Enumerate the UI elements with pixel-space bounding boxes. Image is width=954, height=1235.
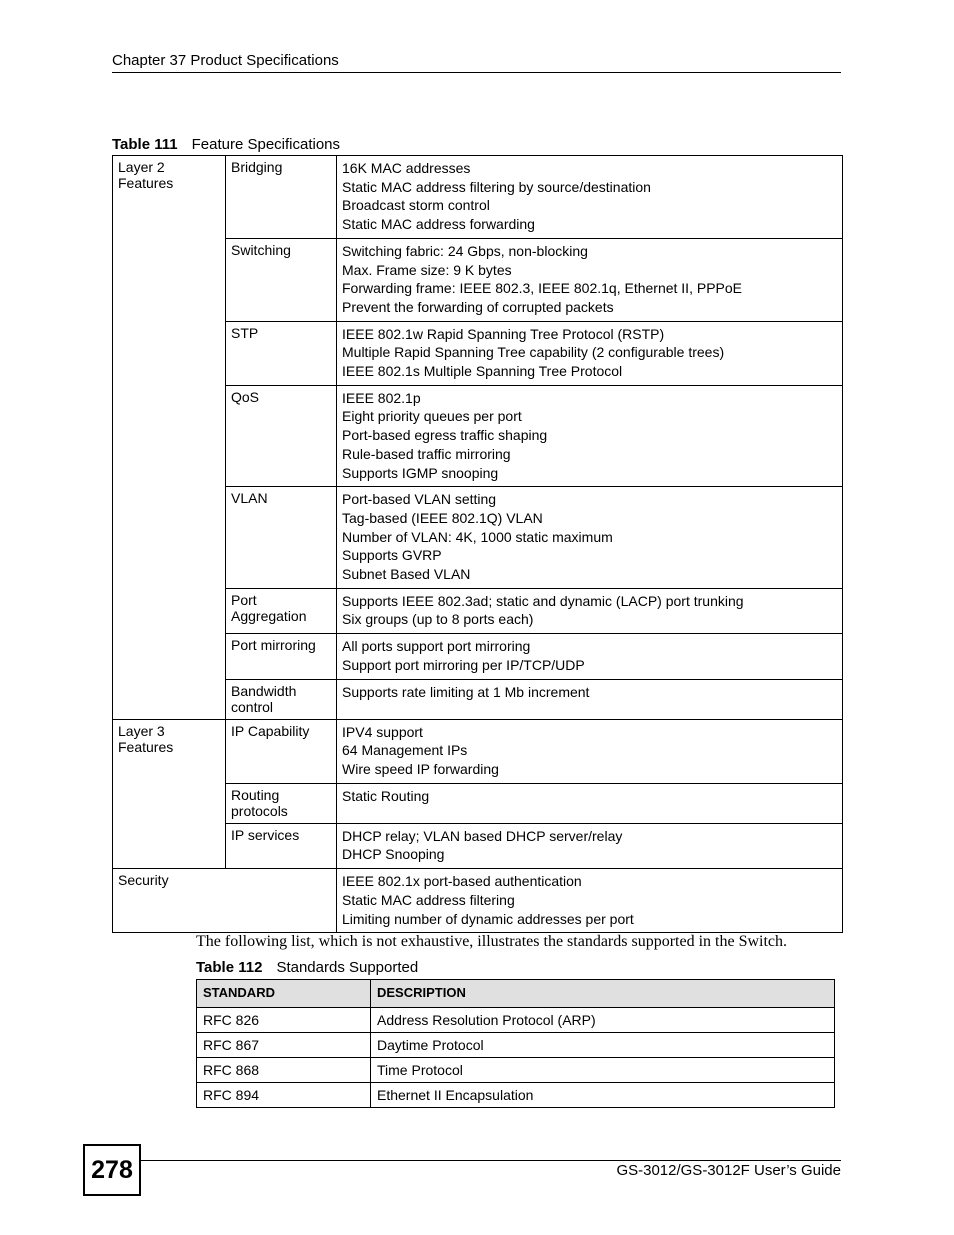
table-111-caption [112,136,340,154]
column-header-description: DESCRIPTION [371,980,835,1008]
feature-specs-cell [337,679,843,719]
table-row [197,1058,835,1083]
table-row [197,1083,835,1108]
spec-line: Static Routing [342,787,430,804]
feature-name-cell: Port Aggregation [226,588,337,633]
spec-line: Port-based VLAN setting [342,491,497,508]
feature-name-cell: Switching [226,238,337,321]
feature-group-cell: Security [113,869,337,933]
feature-specs-cell [337,634,843,679]
feature-specs-cell [337,588,843,633]
feature-specs-cell [337,156,843,239]
standards-table-body [197,1008,835,1108]
table-row [113,156,843,239]
footer-rule [141,1160,841,1161]
spec-line: Port-based egress traffic shaping [342,427,548,444]
spec-line: Six groups (up to 8 ports each) [342,611,534,628]
table-112-label: Table 112 [196,959,263,976]
standards-intro-text: The following list, which is not exhaustive, illustrates the standards supported in the Switch. [196,933,788,950]
feature-name-cell: Bridging [226,156,337,239]
spec-line: Switching fabric: 24 Gbps, non-blocking [342,242,588,259]
feature-name-cell: IP Capability [226,719,337,783]
spec-line: Rule-based traffic mirroring [342,445,511,462]
spec-line: Static MAC address filtering [342,891,515,908]
feature-specs-cell [337,487,843,589]
spec-line: DHCP relay; VLAN based DHCP server/relay [342,827,623,844]
page-number: 278 [83,1144,141,1196]
spec-line: IEEE 802.1x port-based authentication [342,873,582,890]
standard-cell: RFC 867 [197,1033,371,1058]
spec-line: DHCP Snooping [342,846,445,863]
description-cell: Daytime Protocol [371,1033,835,1058]
spec-line: IEEE 802.1p [342,389,421,406]
table-header-row [197,980,835,1008]
spec-line: Support port mirroring per IP/TCP/UDP [342,656,585,673]
description-cell: Time Protocol [371,1058,835,1083]
spec-line: Broadcast storm control [342,197,490,214]
feature-table-body [113,156,843,933]
standard-cell: RFC 868 [197,1058,371,1083]
description-cell: Address Resolution Protocol (ARP) [371,1008,835,1033]
guide-title: GS-3012/GS-3012F User’s Guide [616,1162,841,1179]
feature-specs-cell [337,869,843,933]
spec-line: Supports IEEE 802.3ad; static and dynamic (LACP) port trunking [342,592,744,609]
feature-group-cell: Layer 2 Features [113,156,226,720]
table-112-caption [196,959,418,977]
standards-supported-table [196,979,835,1108]
feature-specs-cell [337,385,843,487]
standard-cell: RFC 894 [197,1083,371,1108]
spec-line: IEEE 802.1s Multiple Spanning Tree Protocol [342,363,623,380]
table-row [197,1033,835,1058]
feature-specs-cell [337,783,843,823]
feature-specifications-table [112,155,843,933]
spec-line: 16K MAC addresses [342,160,471,176]
spec-line: Max. Frame size: 9 K bytes [342,261,512,278]
table-row [197,1008,835,1033]
table-111-title: Feature Specifications [191,136,341,153]
spec-line: Limiting number of dynamic addresses per port [342,910,634,927]
feature-specs-cell [337,823,843,868]
standard-cell: RFC 826 [197,1008,371,1033]
feature-name-cell: Port mirroring [226,634,337,679]
feature-name-cell: VLAN [226,487,337,589]
spec-line: IEEE 802.1w Rapid Spanning Tree Protocol (RSTP) [342,325,665,342]
spec-line: Static MAC address forwarding [342,216,535,233]
spec-line: Supports rate limiting at 1 Mb increment [342,683,590,700]
feature-name-cell: Bandwidth control [226,679,337,719]
spec-line: Prevent the forwarding of corrupted packets [342,298,614,315]
spec-line: Subnet Based VLAN [342,566,471,583]
spec-line: Wire speed IP forwarding [342,760,499,777]
table-112-title: Standards Supported [276,959,419,976]
feature-name-cell: Routing protocols [226,783,337,823]
feature-group-cell: Layer 3 Features [113,719,226,869]
table-111-label: Table 111 [112,136,178,153]
feature-name-cell: QoS [226,385,337,487]
spec-line: Supports IGMP snooping [342,464,499,481]
spec-line: Eight priority queues per port [342,408,522,425]
feature-specs-cell [337,238,843,321]
chapter-header: Chapter 37 Product Specifications [112,52,841,73]
feature-name-cell: IP services [226,823,337,868]
spec-line: All ports support port mirroring [342,638,531,655]
spec-line: Supports GVRP [342,547,442,564]
spec-line: 64 Management IPs [342,742,468,759]
spec-line: Number of VLAN: 4K, 1000 static maximum [342,528,613,545]
column-header-standard: STANDARD [197,980,371,1008]
spec-line: IPV4 support [342,723,423,740]
feature-specs-cell [337,719,843,783]
spec-line: Tag-based (IEEE 802.1Q) VLAN [342,509,543,526]
spec-line: Static MAC address filtering by source/destination [342,178,651,195]
feature-specs-cell [337,321,843,385]
description-cell: Ethernet II Encapsulation [371,1083,835,1108]
spec-line: Forwarding frame: IEEE 802.3, IEEE 802.1q, Ethernet II, PPPoE [342,280,742,297]
spec-line: Multiple Rapid Spanning Tree capability (2 configurable trees) [342,344,725,361]
table-row [113,719,843,783]
table-row [113,869,843,933]
feature-name-cell: STP [226,321,337,385]
